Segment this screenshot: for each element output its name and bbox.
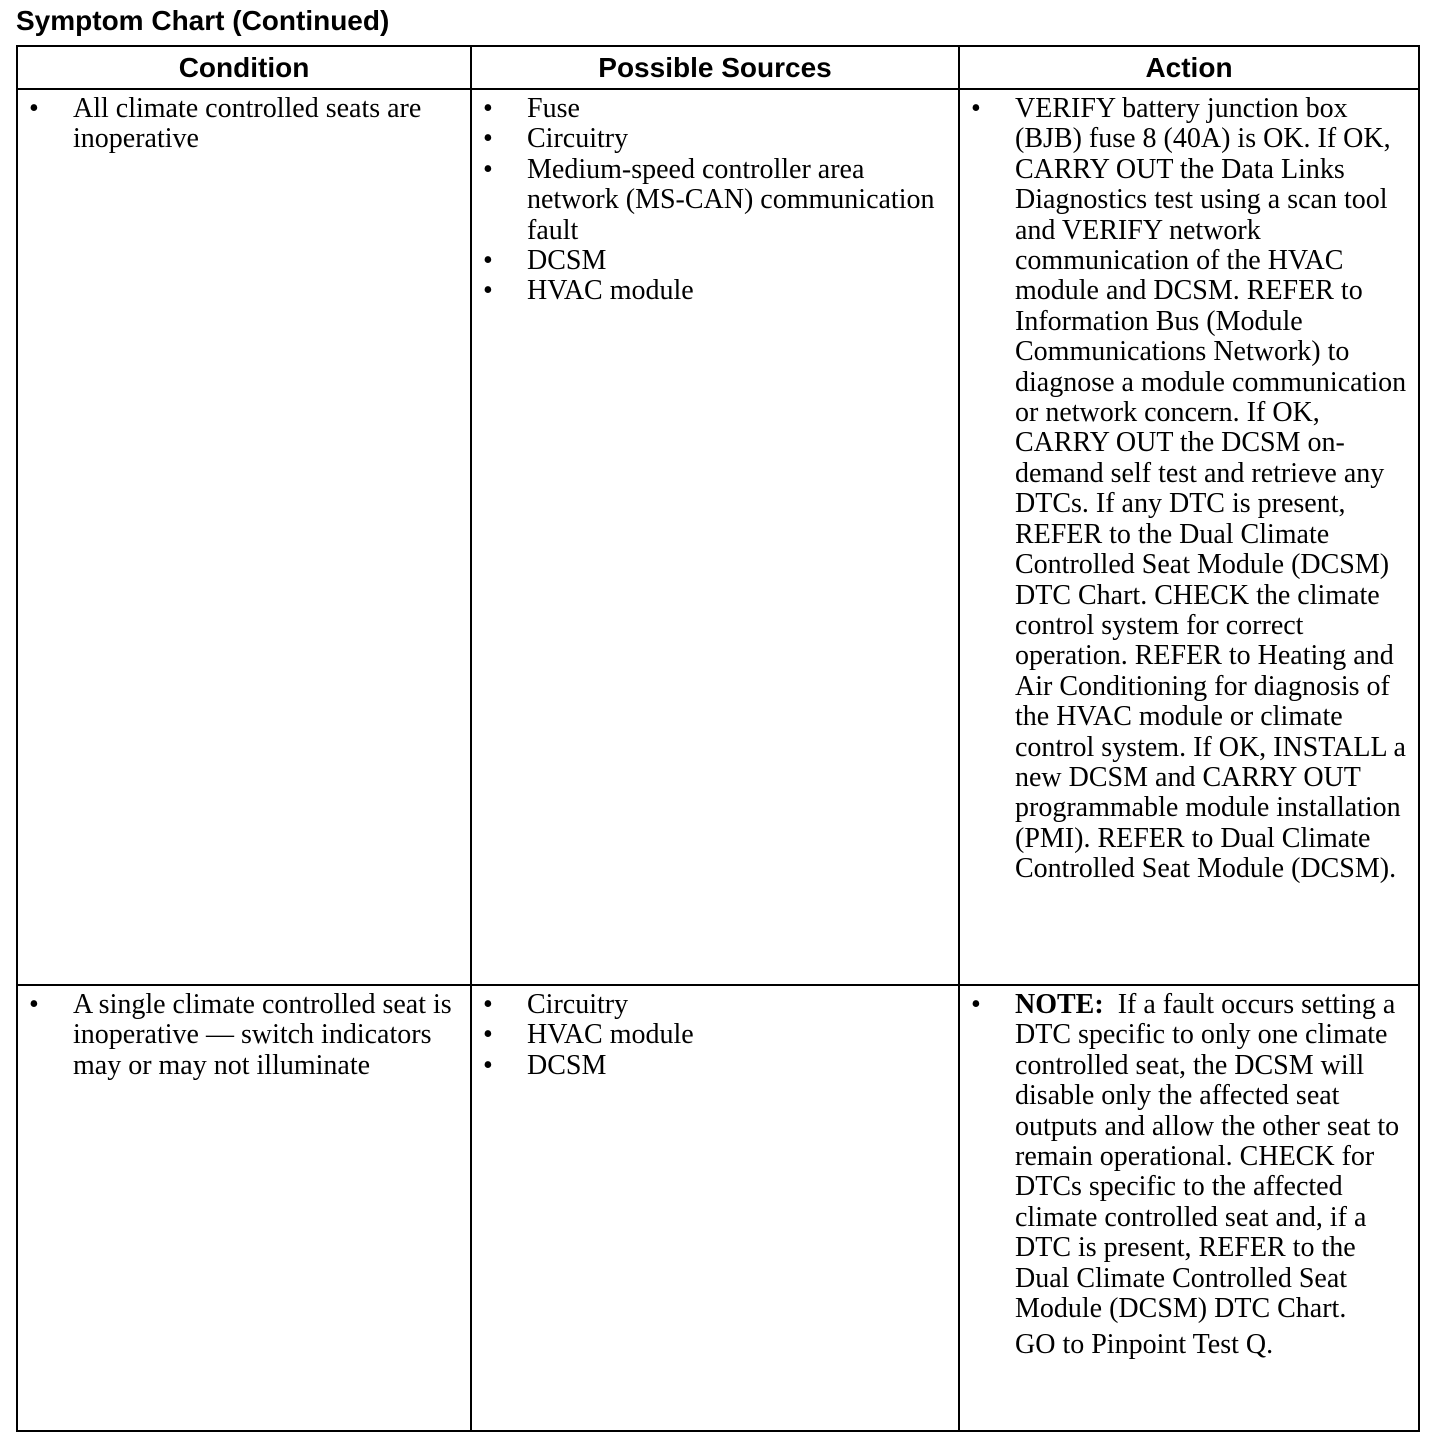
condition-item: • All climate controlled seats are inoperative	[18, 94, 464, 155]
condition-list	[18, 94, 464, 155]
sources-cell	[471, 985, 959, 1431]
column-header-possible-sources: Possible Sources	[471, 46, 959, 89]
column-header-condition: Condition	[17, 46, 471, 89]
source-item: • Circuitry	[472, 990, 952, 1020]
sources-cell	[471, 89, 959, 985]
source-item: • Medium-speed controller area network (MS-CAN) communication fault	[472, 155, 952, 246]
source-item: • HVAC module	[472, 276, 952, 306]
table-row	[17, 89, 1419, 985]
action-list	[960, 94, 1412, 885]
note-label: NOTE:	[1015, 989, 1104, 1020]
column-header-action: Action	[959, 46, 1419, 89]
action-followup: GO to Pinpoint Test Q.	[1015, 1329, 1274, 1361]
note-text: If a fault occurs setting a DTC specific to only one climate controlled seat, the DCSM will disable only the affected seat outputs and allow the other seat to remain operational. CHECK for DTCs specific to the affected climate controlled seat and, if a DTC is present, REFER to the Dual Climate Controlled Seat Module (DCSM) DTC Chart.	[1015, 989, 1400, 1325]
source-item: • DCSM	[472, 246, 952, 276]
condition-cell	[17, 985, 471, 1431]
source-item: • Fuse	[472, 94, 952, 124]
action-cell	[959, 985, 1419, 1431]
source-item: • DCSM	[472, 1051, 952, 1081]
table-header-row	[17, 46, 1419, 89]
condition-list	[18, 990, 464, 1081]
table-row	[17, 985, 1419, 1431]
action-cell	[959, 89, 1419, 985]
sources-list	[472, 94, 952, 307]
condition-cell	[17, 89, 471, 985]
action-item: • VERIFY battery junction box (BJB) fuse 8 (40A) is OK. If OK, CARRY OUT the Data Links Diagnostics test using a scan tool and VERIFY network communication of the HVAC module and DCSM. REFER to Information Bus (Module Communications Network) to diagnose a module communication or network concern. If OK, CARRY OUT the DCSM on-demand self test and retrieve any DTCs. If any DTC is present, REFER to the Dual Climate Controlled Seat Module (DCSM) DTC Chart. CHECK the climate control system for correct operation. REFER to Heating and Air Conditioning for diagnosis of the HVAC module or climate control system. If OK, INSTALL a new DCSM and CARRY OUT programmable module installation (PMI). REFER to Dual Climate Controlled Seat Module (DCSM).	[960, 94, 1412, 885]
sources-list	[472, 990, 952, 1081]
action-list	[960, 990, 1412, 1324]
symptom-chart-table	[16, 45, 1420, 1432]
source-item: • Circuitry	[472, 124, 952, 154]
source-item: • HVAC module	[472, 1020, 952, 1050]
action-item	[960, 990, 1412, 1324]
page-title: Symptom Chart (Continued)	[16, 5, 390, 36]
condition-item: • A single climate controlled seat is inoperative — switch indicators may or may not illuminate	[18, 990, 464, 1081]
